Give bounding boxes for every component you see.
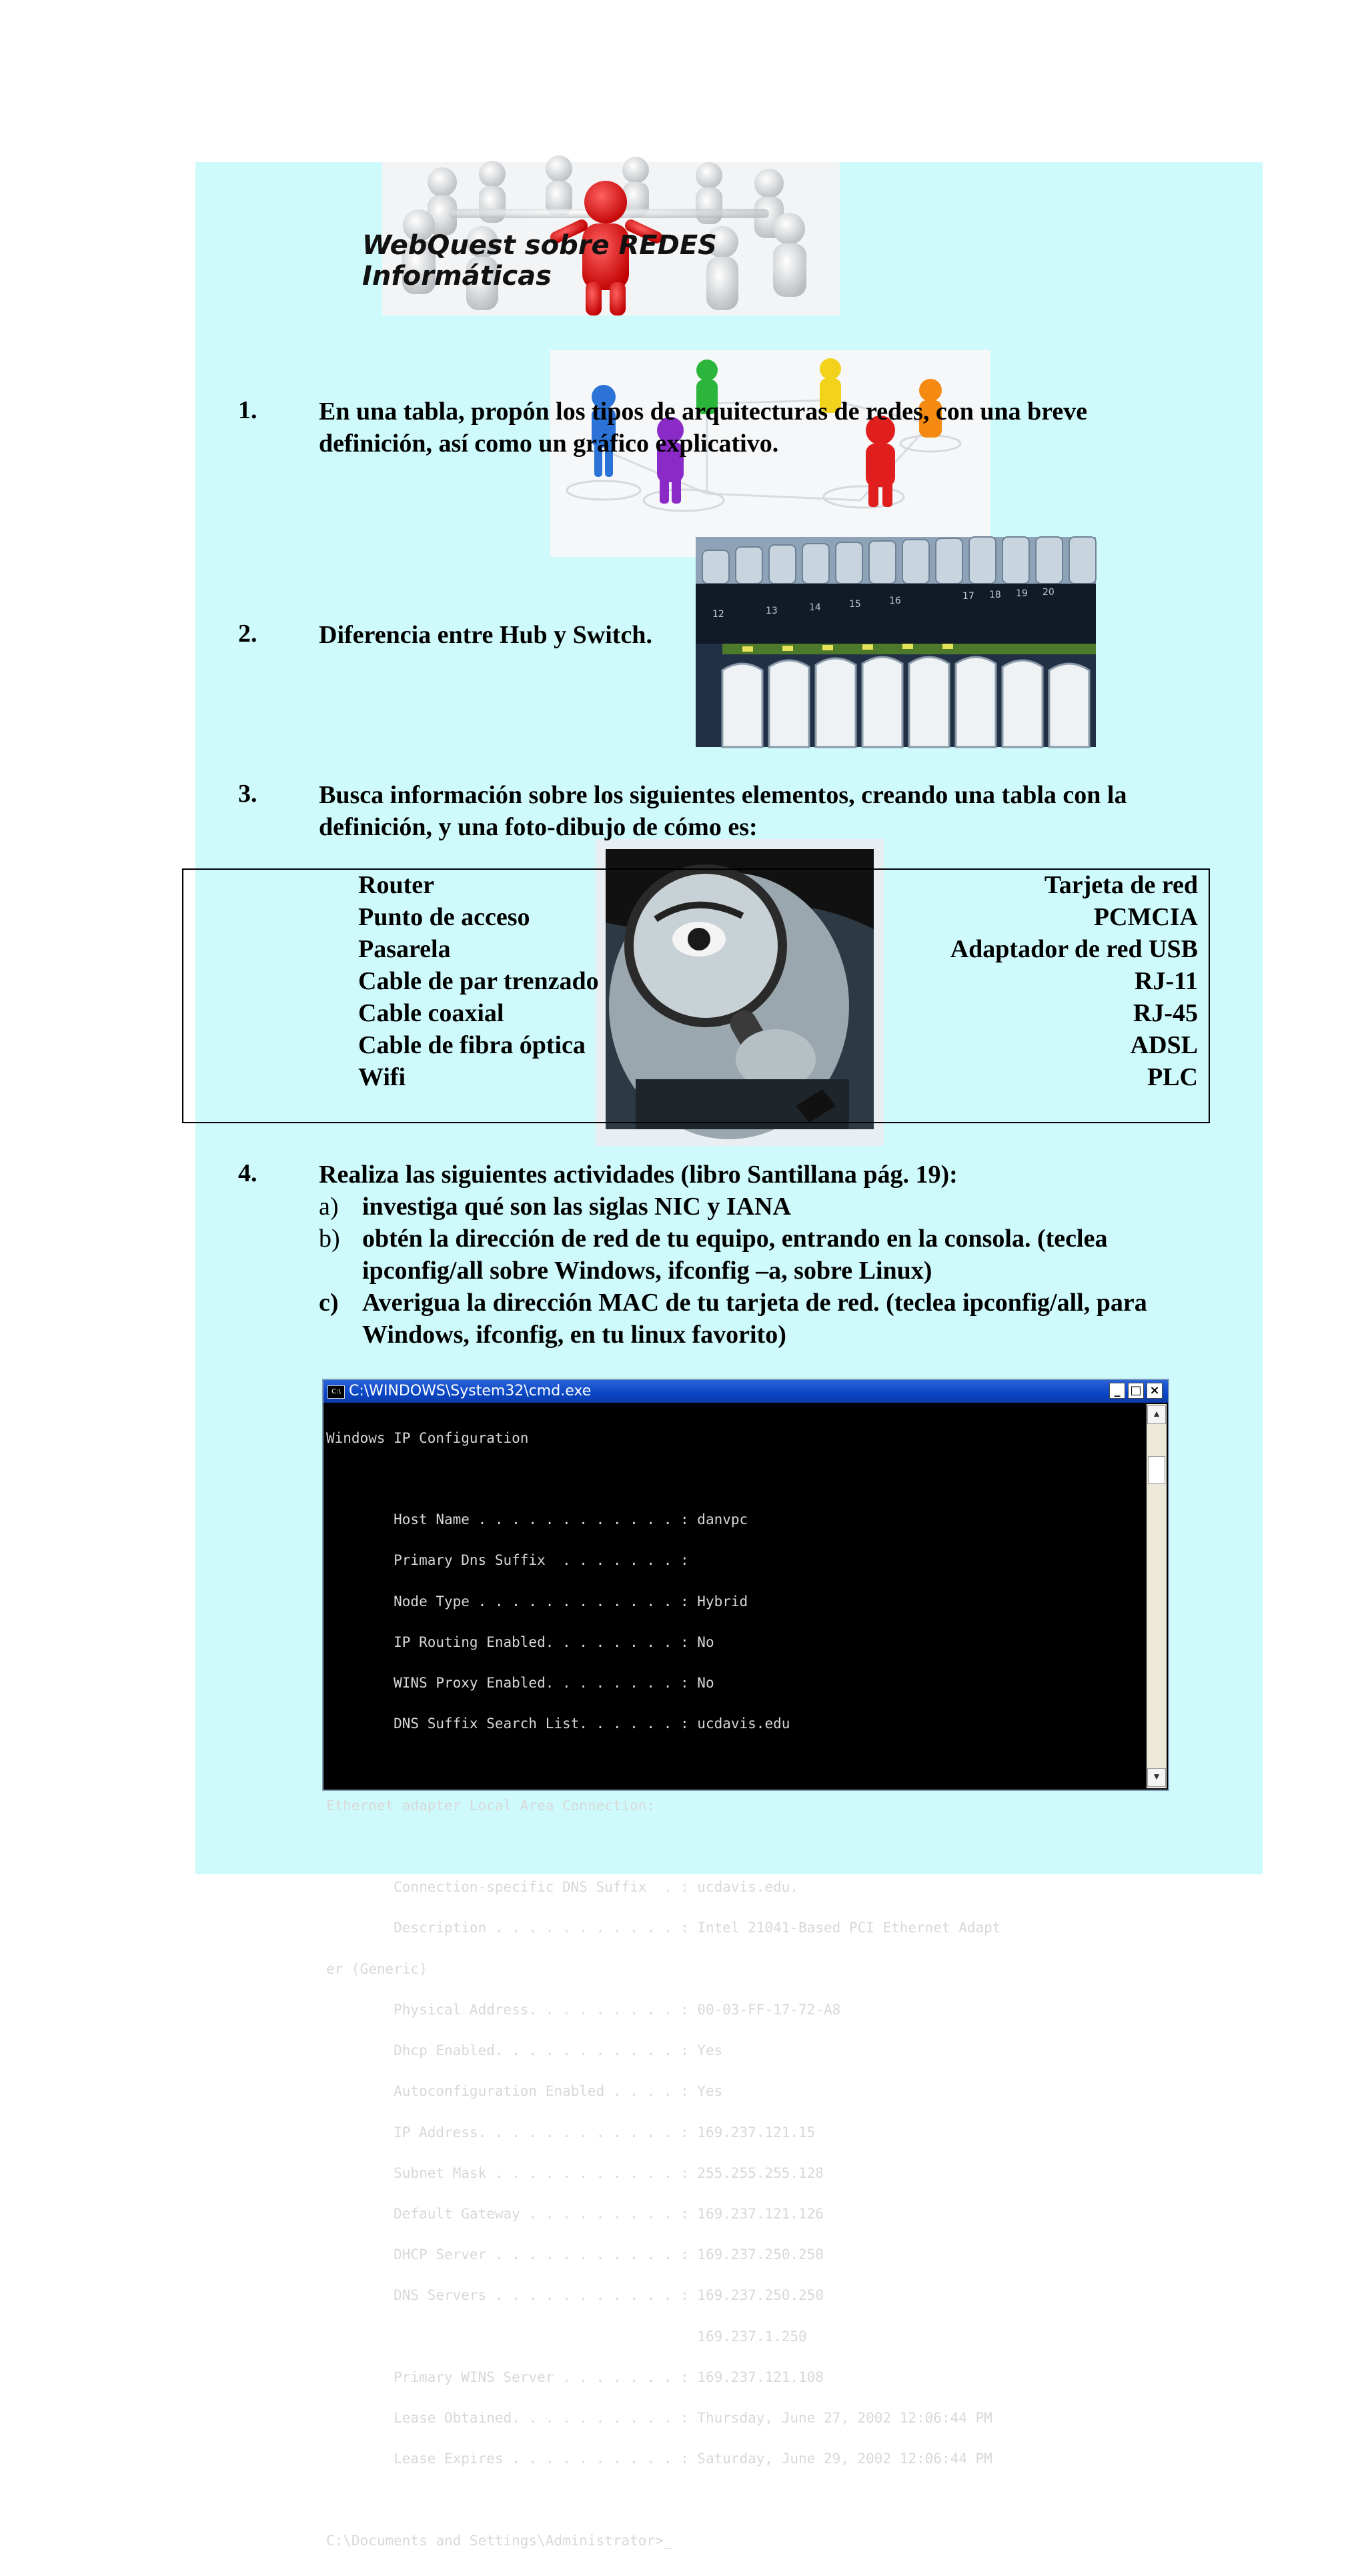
element-item: Punto de acceso [358,903,530,931]
element-item: RJ-45 [1133,999,1198,1027]
cmd-line: DHCP Server . . . . . . . . . . . : 169.237.250.250 [326,2246,824,2263]
cmd-line [326,1840,1145,1853]
cmd-line: C:\Documents and Settings\Administrator>_ [326,2532,672,2549]
cmd-line [326,1472,1145,1485]
cmd-line: Physical Address. . . . . . . . . : 00-03-FF-17-72-A8 [326,2001,841,2018]
port-number: 15 [849,599,861,610]
question-1-line: definición, así como un gráfico explicativo. [319,430,779,458]
activity-label: a) [319,1193,339,1221]
elements-left-list [358,869,599,1093]
cmd-line: Lease Expires . . . . . . . . . . : Saturday, June 29, 2002 12:06:44 PM [326,2451,992,2467]
maximize-button[interactable]: □ [1128,1383,1144,1399]
question-1-number: 1. [238,396,257,424]
cmd-window-title: C:\WINDOWS\System32\cmd.exe [349,1383,592,1399]
question-4-number: 4. [238,1159,257,1187]
port-number: 17 [962,591,974,602]
element-item: Cable de par trenzado [358,967,599,995]
port-number: 20 [1043,587,1055,598]
question-3-number: 3. [238,780,257,808]
element-item: Cable de fibra óptica [358,1031,586,1059]
scroll-thumb[interactable] [1148,1456,1165,1484]
scroll-up-icon[interactable]: ▲ [1147,1405,1166,1424]
element-item: PCMCIA [1093,903,1198,931]
cmd-line: IP Address. . . . . . . . . . . . : 169.237.121.15 [326,2124,816,2140]
cmd-line: Connection-specific DNS Suffix . : ucdavis.edu. [326,1879,799,1896]
cmd-scrollbar[interactable] [1147,1404,1167,1788]
question-1-line: En una tabla, propón los tipos de arquitecturas de redes, con una breve [319,398,1088,426]
activity-text [362,1223,1107,1287]
question-2-number: 2. [238,620,257,648]
cmd-line: Ethernet adapter Local Area Connection: [326,1797,656,1814]
activity-text [362,1287,1147,1351]
network-switch-image [696,537,1096,747]
minimize-button[interactable]: _ [1109,1383,1125,1399]
element-item: Pasarela [358,935,451,963]
cmd-line: Description . . . . . . . . . . . : Intel 21041-Based PCI Ethernet Adapt [326,1920,1001,1936]
activity-label: c) [319,1289,339,1317]
activity-line: Averigua la dirección MAC de tu tarjeta de red. (teclea ipconfig/all, para [362,1289,1147,1317]
element-item: PLC [1147,1063,1198,1091]
cmd-line: Node Type . . . . . . . . . . . . : Hybrid [326,1593,748,1609]
question-4-line: Realiza las siguientes actividades (libro Santillana pág. 19): [319,1161,958,1189]
port-number: 16 [889,596,901,606]
cmd-line: er (Generic) [326,1960,428,1977]
question-2-line: Diferencia entre Hub y Switch. [319,621,652,649]
question-4-text [319,1159,958,1191]
cmd-line: DNS Servers . . . . . . . . . . . : 169.237.250.250 [326,2287,824,2304]
page-title: WebQuest sobre REDES Informáticas [362,230,717,291]
activity-text [362,1191,791,1223]
cmd-line: IP Routing Enabled. . . . . . . . : No [326,1634,714,1650]
cmd-line: WINS Proxy Enabled. . . . . . . . : No [326,1675,714,1692]
cmd-line: DNS Suffix Search List. . . . . . : ucdavis.edu [326,1716,790,1732]
element-item: Cable coaxial [358,999,504,1027]
port-number: 14 [809,602,821,613]
element-item: ADSL [1130,1031,1198,1059]
elements-right-list [950,869,1198,1093]
cmd-titlebar[interactable] [323,1380,1168,1403]
cmd-line: Default Gateway . . . . . . . . . : 169.237.121.126 [326,2205,824,2222]
cmd-line [326,1758,1145,1772]
question-2-text [319,619,652,651]
cmd-line: Dhcp Enabled. . . . . . . . . . . : Yes [326,2042,723,2059]
cmd-window [322,1379,1169,2549]
element-item: Tarjeta de red [1044,871,1198,899]
cmd-line: Host Name . . . . . . . . . . . . : danvpc [326,1511,748,1528]
activity-line: obtén la dirección de red de tu equipo, entrando en la consola. (teclea [362,1225,1108,1253]
scroll-down-icon[interactable]: ▼ [1147,1768,1166,1787]
element-item: Wifi [358,1063,406,1091]
activity-label: b) [319,1225,340,1253]
question-3-text [319,779,1127,843]
activity-line: ipconfig/all sobre Windows, ifconfig –a, sobre Linux) [362,1257,932,1285]
port-number: 13 [766,606,778,616]
cmd-line: Primary WINS Server . . . . . . . : 169.237.121.108 [326,2369,824,2385]
cmd-output[interactable] [326,1404,1145,2549]
close-button[interactable]: × [1147,1383,1163,1399]
port-number: 18 [989,590,1001,600]
question-3-line: definición, y una foto-dibujo de cómo es: [319,813,758,841]
element-item: Adaptador de red USB [950,935,1198,963]
question-3-line: Busca información sobre los siguientes elementos, creando una tabla con la [319,781,1127,809]
cmd-line: Primary Dns Suffix . . . . . . . : [326,1552,698,1569]
port-number: 12 [712,609,724,620]
port-number: 19 [1016,588,1028,599]
cmd-icon: C:\ [327,1385,345,1399]
cmd-line: Lease Obtained. . . . . . . . . . : Thursday, June 27, 2002 12:06:44 PM [326,2410,992,2427]
cmd-line [326,2493,1145,2507]
activity-line: Windows, ifconfig, en tu linux favorito) [362,1321,786,1349]
cmd-line: Subnet Mask . . . . . . . . . . . : 255.255.255.128 [326,2164,824,2181]
cmd-line: Autoconfiguration Enabled . . . . : Yes [326,2083,723,2100]
activity-line: investiga qué son las siglas NIC y IANA [362,1193,791,1221]
cmd-line: 169.237.1.250 [326,2328,807,2345]
element-item: RJ-11 [1135,967,1198,995]
question-1-text [319,396,1087,460]
element-item: Router [358,871,434,899]
cmd-line: Windows IP Configuration [326,1429,529,1446]
